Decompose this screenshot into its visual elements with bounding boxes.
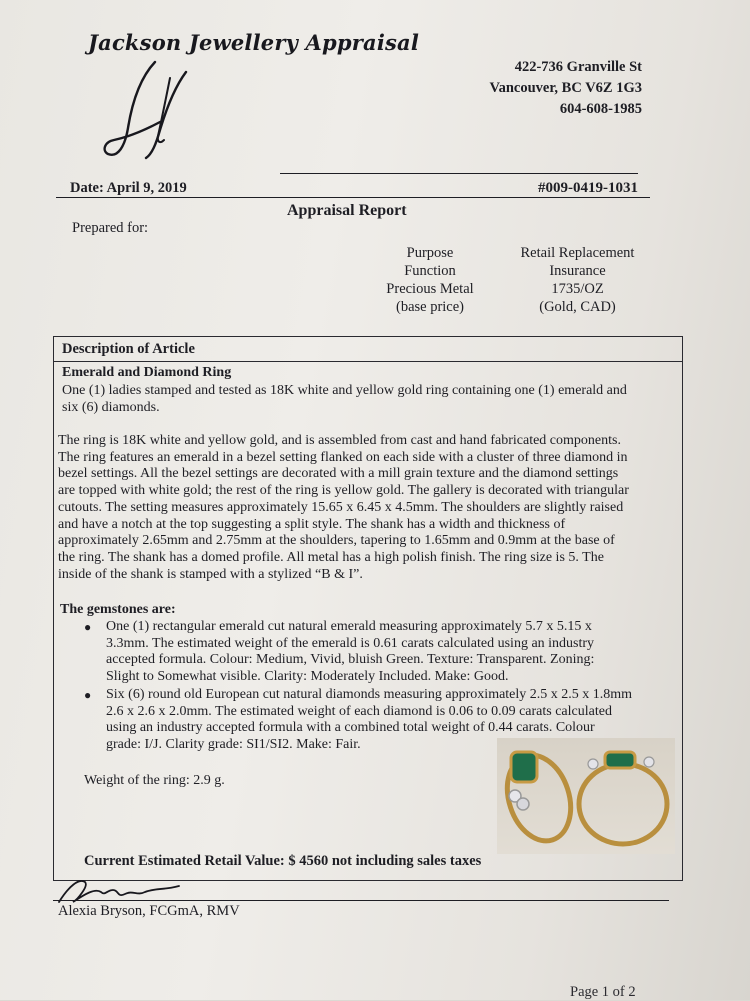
gemstone-line: Slight to Somewhat visible. Clarity: Moderately Included. Make: Good.: [106, 669, 509, 685]
description-line: The ring features an emerald in a bezel setting flanked on each side with a cluster of three diamond in: [58, 449, 628, 465]
description-line: the ring. The shank has a domed profile. All metal has a high polish finish. The ring size is 5. The: [58, 549, 604, 565]
monogram-logo: [100, 58, 190, 163]
appraisal-date: Date: April 9, 2019: [70, 180, 187, 196]
description-header: [54, 337, 682, 362]
header-rule: [56, 197, 650, 198]
ring-photo-illustration: [497, 738, 675, 854]
description-line: approximately 2.65mm and 2.75mm at the shoulders, tapering to 1.65mm and 0.9mm at the base of: [58, 533, 615, 549]
page-number: Page 1 of 2: [570, 984, 636, 1000]
details-keys: [375, 244, 485, 316]
gemstone-line: using an industry accepted formula with a combined total weight of 0.44 carats. Colour: [106, 720, 595, 736]
ring-photo: [497, 738, 675, 854]
bullet-dot-icon: ●: [84, 620, 92, 634]
signature-rule: [53, 900, 669, 901]
detail-value: Retail Replacement: [520, 245, 635, 261]
gemstones-heading: The gemstones are:: [60, 602, 176, 617]
address-line-1: 422-736 Granville St: [514, 59, 642, 75]
appraiser-name: Alexia Bryson, FCGmA, RMV: [58, 903, 240, 919]
detail-key: Function: [404, 263, 456, 279]
item-description: [58, 433, 680, 583]
ring-weight: Weight of the ring: 2.9 g.: [84, 773, 225, 788]
gemstone-line: grade: I/J. Clarity grade: SI1/SI2. Make: Fair.: [106, 737, 361, 753]
detail-key: (base price): [395, 299, 465, 315]
gemstone-line: 3.3mm. The estimated weight of the emerald is 0.61 carats calculated using an industry: [106, 635, 595, 651]
detail-value: Insurance: [549, 263, 606, 279]
header-rule-top: [280, 173, 638, 174]
description-line: are topped with white gold; the rest of the ring is yellow gold. The gallery is decorated with triangular: [58, 483, 629, 499]
detail-value: 1735/OZ: [551, 281, 604, 297]
document-number: #009-0419-1031: [538, 180, 638, 196]
description-heading: Description of Article: [62, 341, 195, 357]
retail-value: Current Estimated Retail Value: $ 4560 not including sales taxes: [84, 853, 482, 869]
description-line: The ring is 18K white and yellow gold, and is assembled from cast and hand fabricated components.: [58, 433, 621, 448]
details-values: [505, 244, 650, 316]
description-line: bezel settings. All the bezel settings are decorated with a mill grain texture and the diamond settings: [58, 466, 619, 482]
detail-key: Purpose: [406, 245, 454, 261]
item-title: Emerald and Diamond Ring: [62, 365, 232, 380]
company-address: [489, 57, 642, 120]
description-line: cutouts. The setting measures approximately 15.65 x 6.45 x 4.5mm. The shoulders are slightly raised: [58, 499, 624, 515]
description-line: inside of the shank is stamped with a stylized “B & I”.: [58, 566, 363, 582]
description-line: and have a notch at the top suggesting a split style. The shank has a width and thickness of: [58, 516, 566, 532]
item-summary: [62, 383, 627, 416]
detail-value: (Gold, CAD): [539, 299, 616, 315]
gemstone-line: Six (6) round old European cut natural diamonds measuring approximately 2.5 x 2.5 x 1.8mm: [106, 687, 633, 702]
gemstone-line: accepted formula. Colour: Medium, Vivid, bluish Green. Texture: Transparent. Zoning:: [106, 652, 595, 668]
phone-number: 604-608-1985: [559, 101, 642, 117]
summary-line: six (6) diamonds.: [62, 399, 160, 415]
company-name: Jackson Jewellery Appraisal: [88, 30, 420, 55]
prepared-for-label: Prepared for:: [72, 220, 149, 236]
gemstone-line: 2.6 x 2.6 x 2.0mm. The estimated weight of each diamond is 0.06 to 0.09 carats calculated: [106, 703, 612, 719]
bullet-dot-icon: ●: [84, 688, 92, 702]
gemstone-line: One (1) rectangular emerald cut natural emerald measuring approximately 5.7 x 5.15 x: [106, 619, 592, 634]
report-title: Appraisal Report: [287, 202, 407, 219]
address-line-2: Vancouver, BC V6Z 1G3: [489, 80, 642, 96]
detail-key: Precious Metal: [386, 281, 474, 297]
summary-line: One (1) ladies stamped and tested as 18K white and yellow gold ring containing one (1) emerald and: [62, 383, 627, 398]
